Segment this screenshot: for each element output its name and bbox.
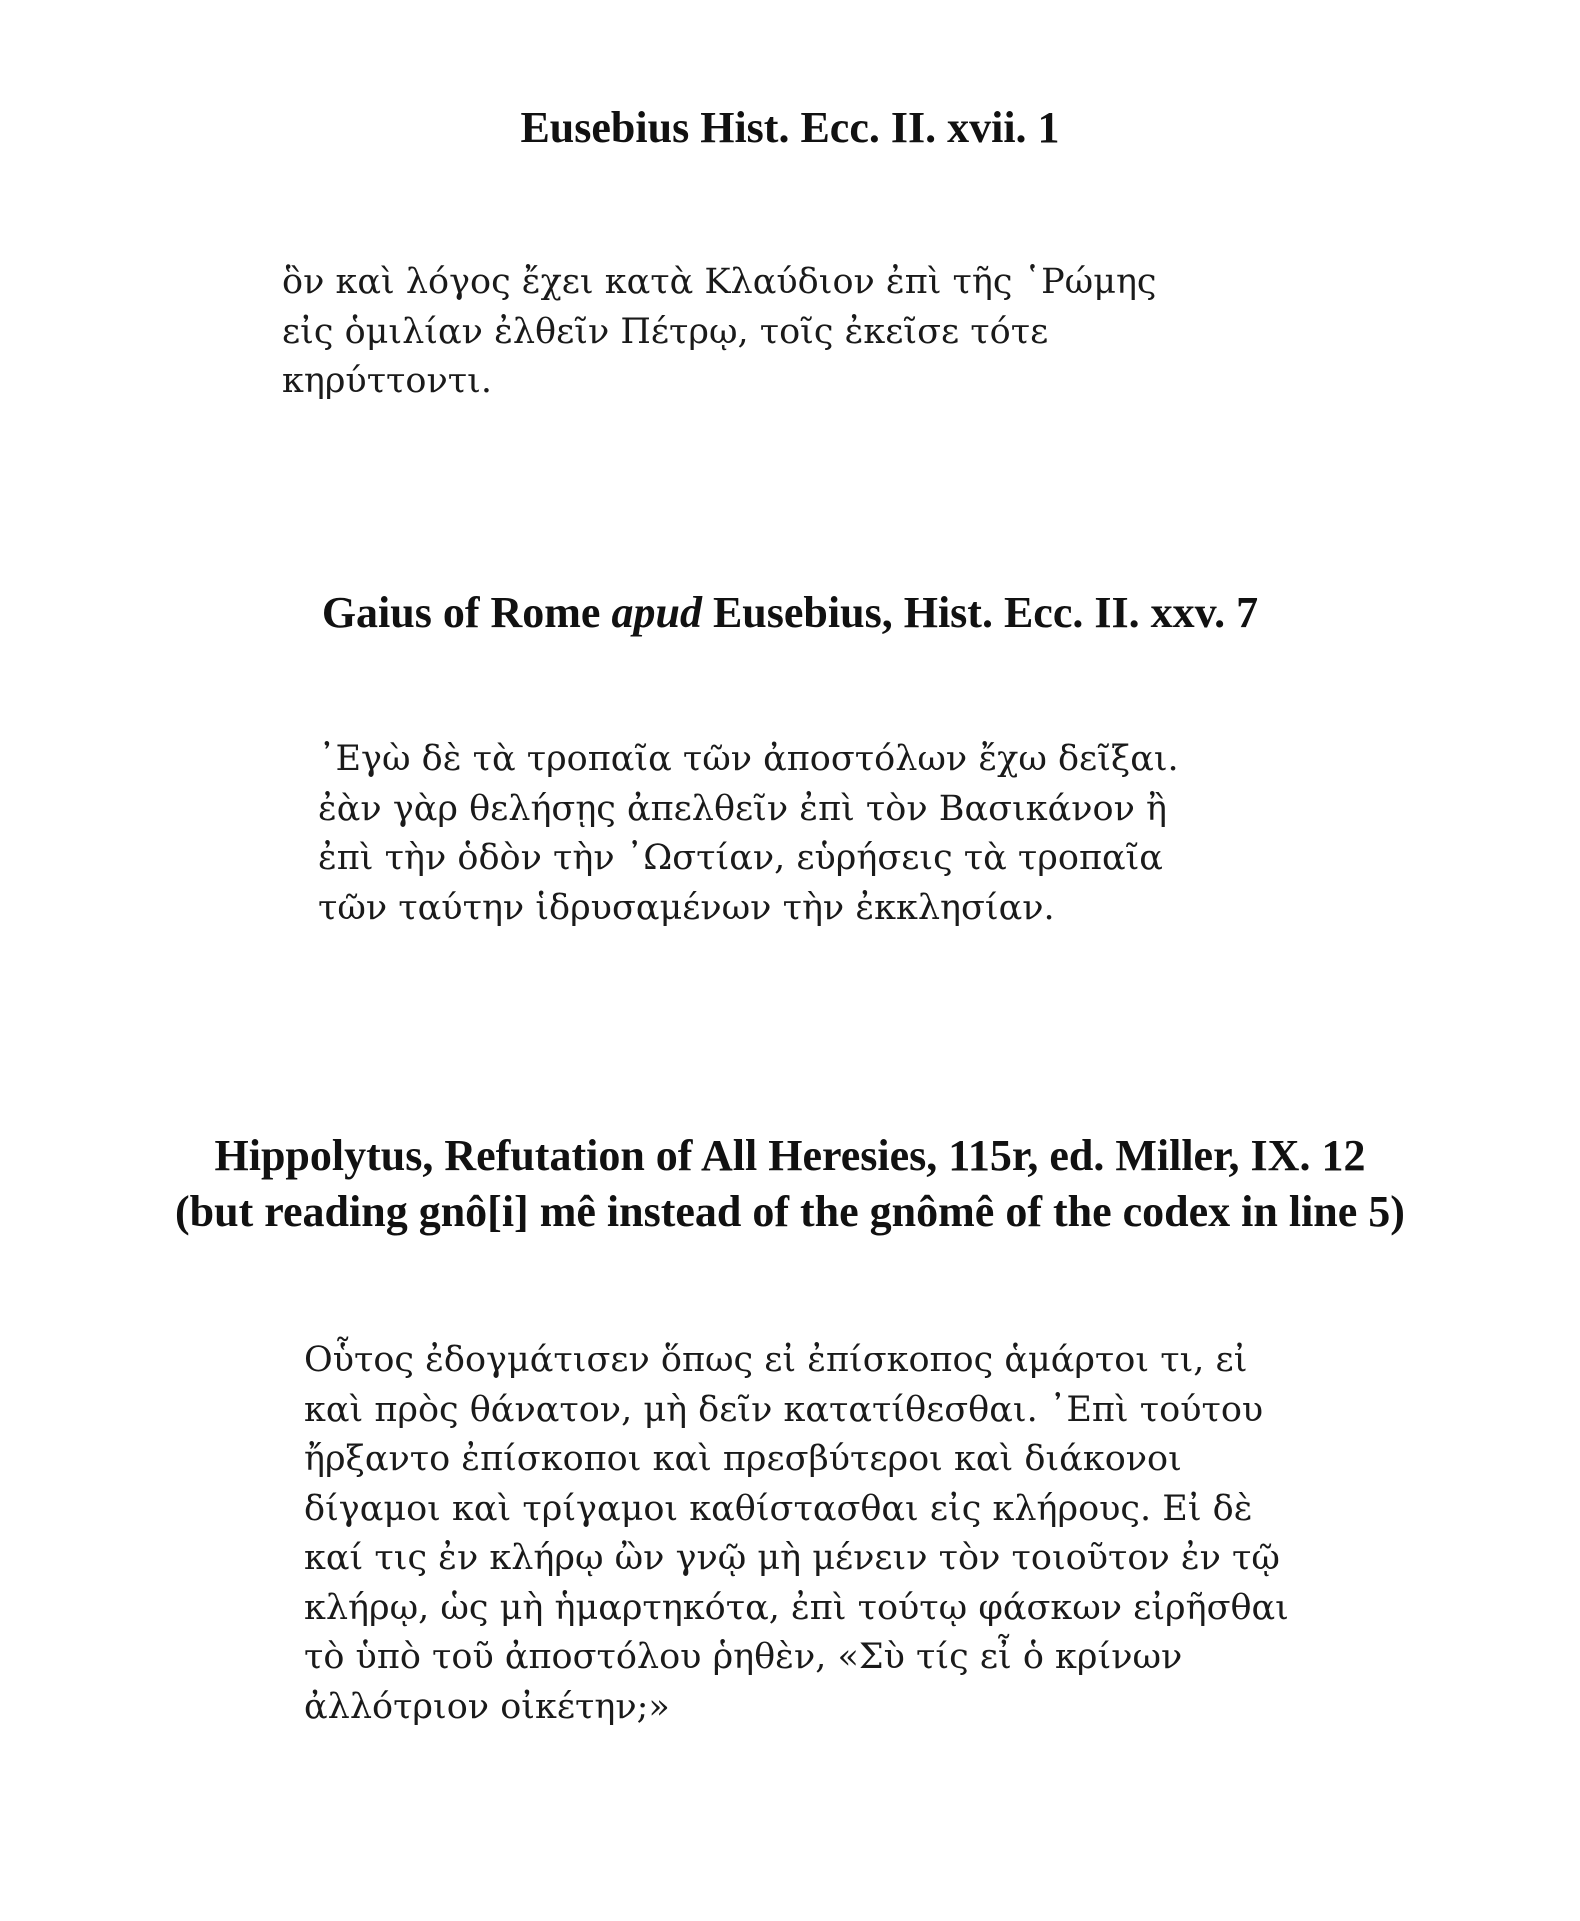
greek-line: τῶν ταύτην ἱδρυσαμένων τὴν ἐκκλησίαν. [318, 887, 1055, 928]
greek-line: κλήρῳ, ὡς μὴ ἡμαρτηκότα, ἐπὶ τούτῳ φάσκων εἰρῆσθαι [304, 1587, 1289, 1628]
section-heading-gaius [0, 585, 1580, 641]
greek-passage-eusebius-17 [282, 258, 1157, 407]
section-heading-eusebius-17: Eusebius Hist. Ecc. II. xvii. 1 [520, 103, 1060, 152]
heading-text: Eusebius, Hist. Ecc. II. xxv. 7 [712, 588, 1259, 637]
greek-line: ᾿Εγὼ δὲ τὰ τροπαῖα τῶν ἀποστόλων ἔχω δεῖξαι. [318, 739, 1179, 779]
greek-line: Οὗτος ἐδογμάτισεν ὅπως εἰ ἐπίσκοπος ἁμάρτοι τι, εἰ [304, 1340, 1248, 1380]
greek-line: τὸ ὑπὸ τοῦ ἀποστόλου ῥηθὲν, «Σὺ τίς εἶ ὁ κρίνων [304, 1637, 1183, 1677]
greek-passage-hippolytus [304, 1336, 1289, 1732]
greek-line: ἐπὶ τὴν ὁδὸν τὴν ᾿Ωστίαν, εὑρήσεις τὰ τροπαῖα [318, 838, 1163, 878]
greek-line: καί τις ἐν κλήρῳ ὢν γνῷ μὴ μένειν τὸν τοιοῦτον ἐν τῷ [304, 1538, 1280, 1578]
heading-italic-apud: apud [611, 588, 702, 637]
greek-line: ἀλλότριον οἰκέτην;» [304, 1686, 670, 1727]
greek-passage-gaius [318, 735, 1179, 933]
greek-line: καὶ πρὸς θάνατον, μὴ δεῖν κατατίθεσθαι. ᾿Επὶ τούτου [304, 1389, 1264, 1430]
section-heading-hippolytus-note: (but reading gnô[i] mê instead of the gnômê of the codex in line 5) [175, 1187, 1405, 1236]
greek-line: ἤρξαντο ἐπίσκοποι καὶ πρεσβύτεροι καὶ διάκονοι [304, 1439, 1182, 1479]
greek-line: κηρύττοντι. [282, 361, 492, 401]
section-heading-hippolytus: Hippolytus, Refutation of All Heresies, 115r, ed. Miller, IX. 12 [214, 1131, 1366, 1180]
greek-line: ὃν καὶ λόγος ἔχει κατὰ Κλαύδιον ἐπὶ τῆς ῾Ρώμης [282, 262, 1157, 302]
greek-line: εἰς ὁμιλίαν ἐλθεῖν Πέτρῳ, τοῖς ἐκεῖσε τότε [282, 311, 1049, 352]
greek-line: δίγαμοι καὶ τρίγαμοι καθίστασθαι εἰς κλήρους. Εἰ δὲ [304, 1488, 1253, 1529]
heading-text: Gaius of Rome [321, 588, 601, 637]
greek-line: ἐὰν γὰρ θελήσῃς ἀπελθεῖν ἐπὶ τὸν Βασικάνον ἢ [318, 788, 1167, 829]
